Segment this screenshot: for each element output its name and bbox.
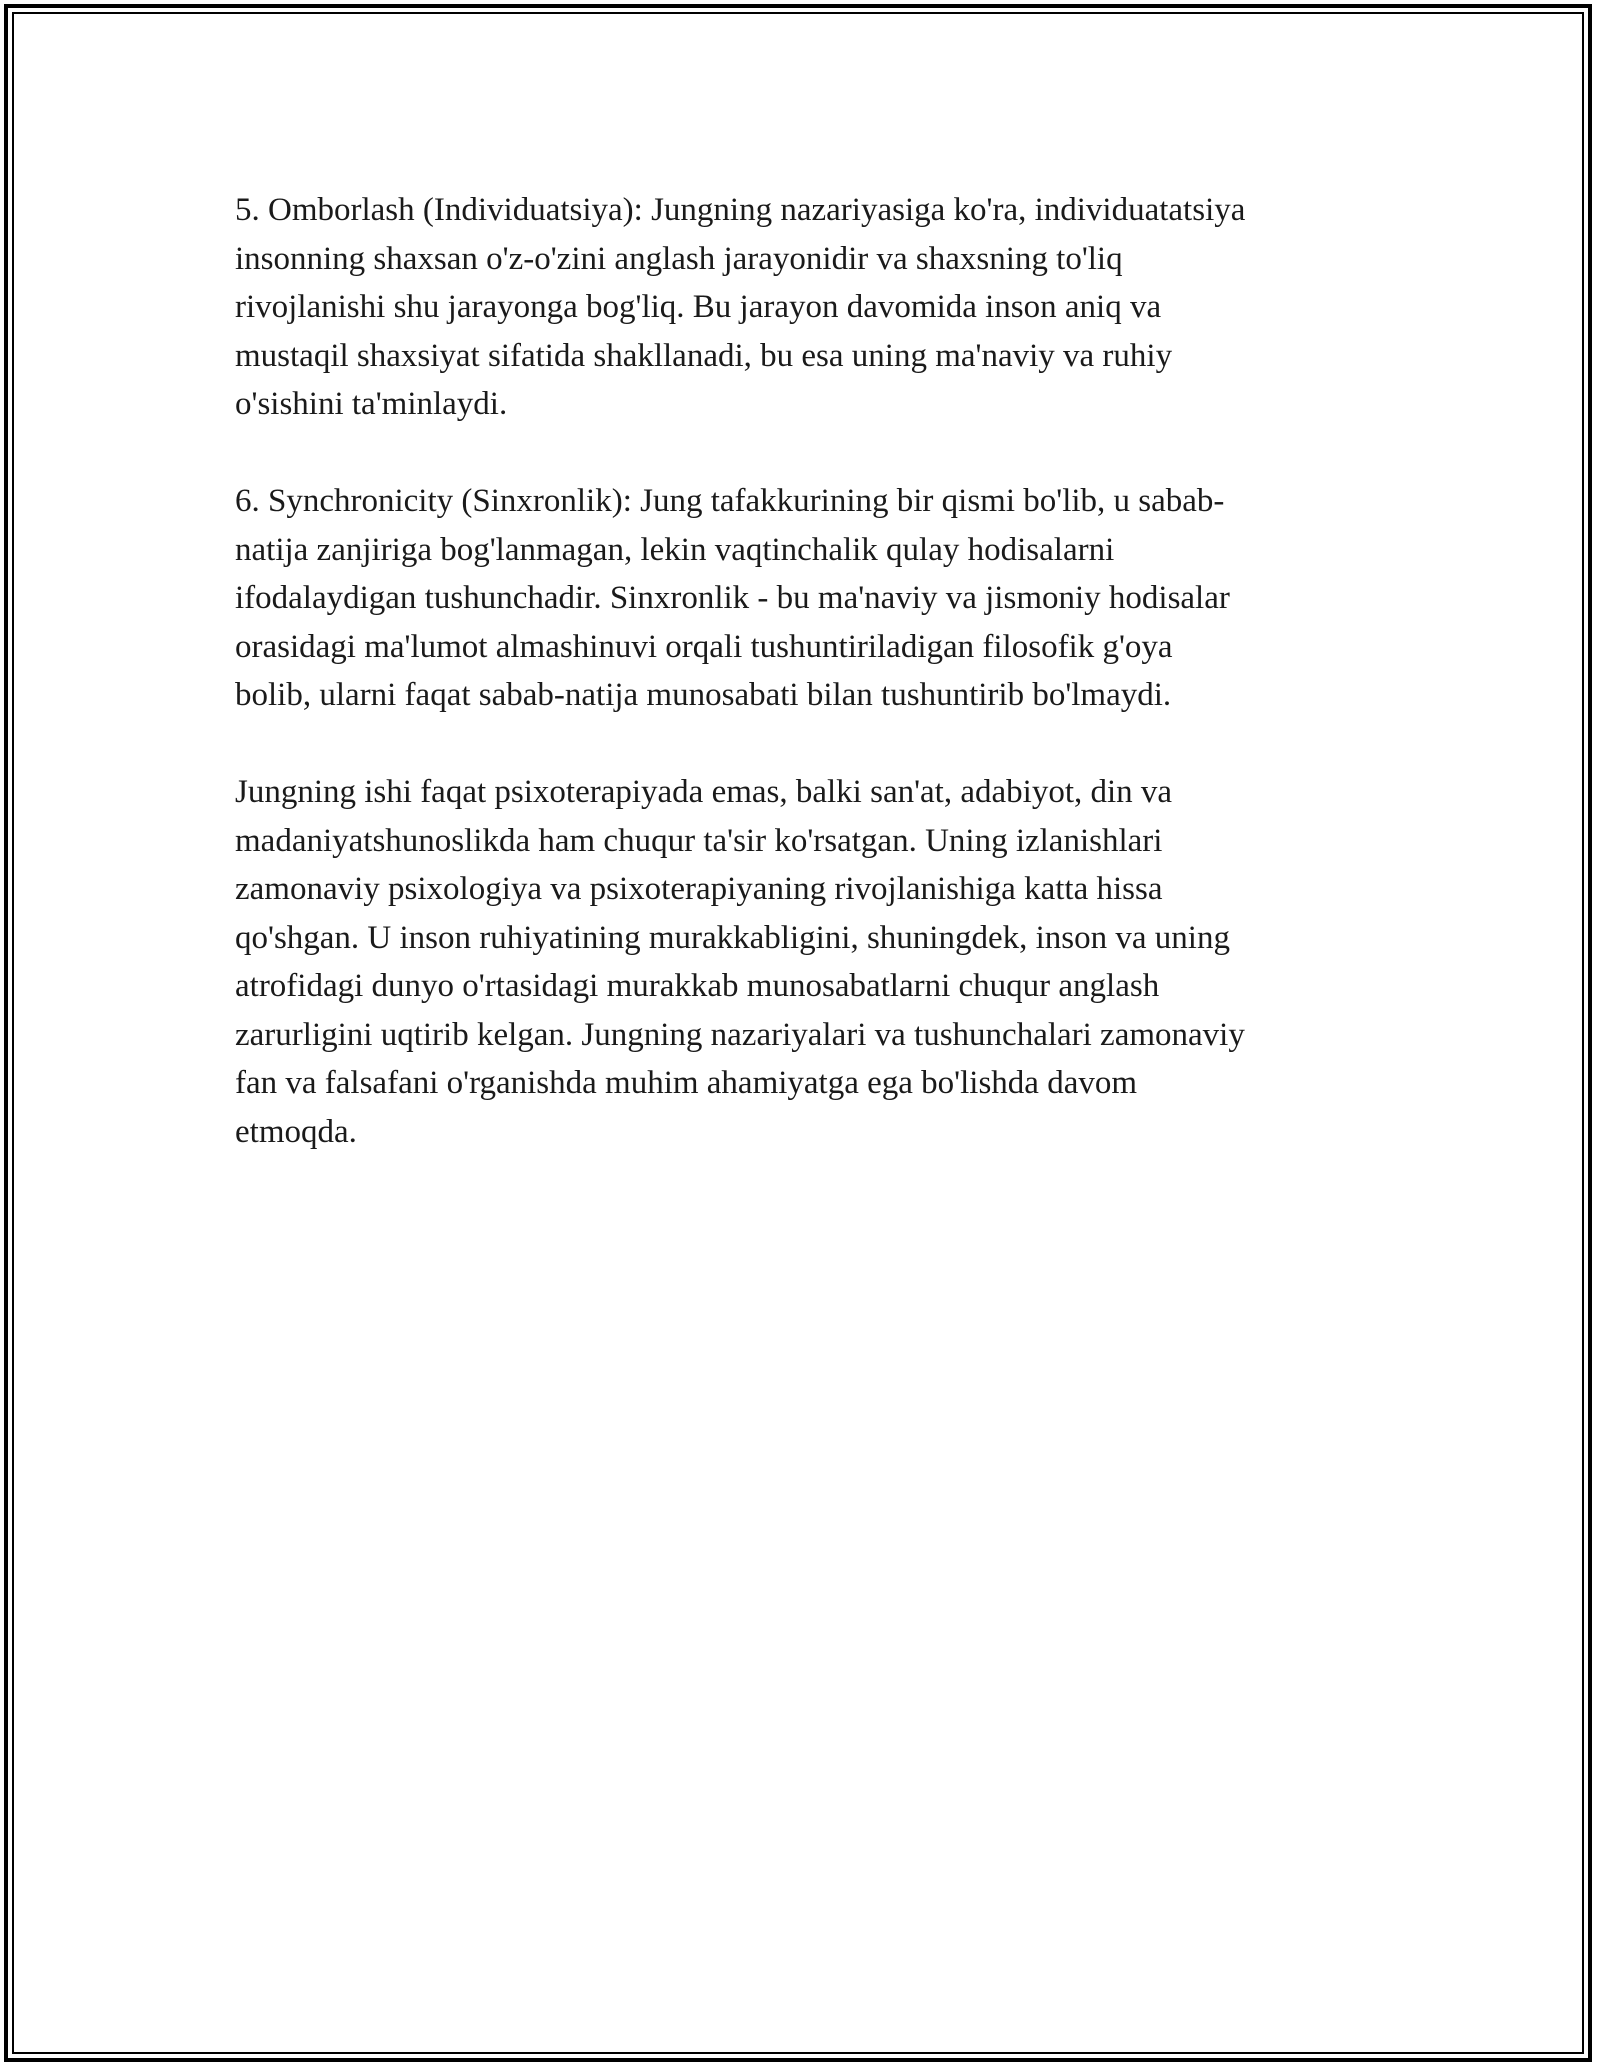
text-line: ifodalaydigan tushunchadir. Sinxronlik - bu ma'naviy va jismoniy hodisalar bbox=[235, 580, 1230, 616]
paragraph-synchronicity bbox=[235, 477, 1385, 720]
text-line: orasidagi ma'lumot almashinuvi orqali tushuntiriladigan filosofik g'oya bbox=[235, 628, 1173, 665]
text-line: qo'shgan. U inson ruhiyatining murakkabligini, shuningdek, inson va uning bbox=[235, 919, 1230, 956]
text-line: fan va falsafani o'rganishda muhim ahamiyatga ega bo'lishda davom bbox=[235, 1065, 1138, 1101]
text-line: 6. Synchronicity (Sinxronlik): Jung tafakkurining bir qismi bo'lib, u sabab- bbox=[235, 483, 1225, 519]
text-line: Jungning ishi faqat psixoterapiyada emas, balki san'at, adabiyot, din va bbox=[235, 774, 1173, 810]
paragraph-conclusion bbox=[235, 768, 1385, 1156]
document-body bbox=[235, 186, 1385, 1205]
text-line: natija zanjiriga bog'lanmagan, lekin vaqtinchalik qulay hodisalarni bbox=[235, 531, 1115, 568]
text-line: madaniyatshunoslikda ham chuqur ta'sir ko'rsatgan. Uning izlanishlari bbox=[235, 822, 1163, 859]
text-line: insonning shaxsan o'z-o'zini anglash jarayonidir va shaxsning to'liq bbox=[235, 240, 1123, 277]
text-line: 5. Omborlash (Individuatsiya): Jungning nazariyasiga ko'ra, individuatatsiya bbox=[235, 192, 1246, 228]
text-line: etmoqda. bbox=[235, 1113, 357, 1150]
text-line: mustaqil shaxsiyat sifatida shakllanadi, bu esa uning ma'naviy va ruhiy bbox=[235, 337, 1173, 374]
paragraph-individuation bbox=[235, 186, 1385, 429]
text-line: zamonaviy psixologiya va psixoterapiyaning rivojlanishiga katta hissa bbox=[235, 871, 1163, 907]
text-line: rivojlanishi shu jarayonga bog'liq. Bu jarayon davomida inson aniq va bbox=[235, 289, 1162, 325]
text-line: o'sishini ta'minlaydi. bbox=[235, 386, 508, 422]
text-line: zarurligini uqtirib kelgan. Jungning nazariyalari va tushunchalari zamonaviy bbox=[235, 1016, 1245, 1053]
text-line: bolib, ularni faqat sabab-natija munosabati bilan tushuntirib bo'lmaydi. bbox=[235, 677, 1172, 713]
text-line: atrofidagi dunyo o'rtasidagi murakkab munosabatlarni chuqur anglash bbox=[235, 968, 1160, 1004]
